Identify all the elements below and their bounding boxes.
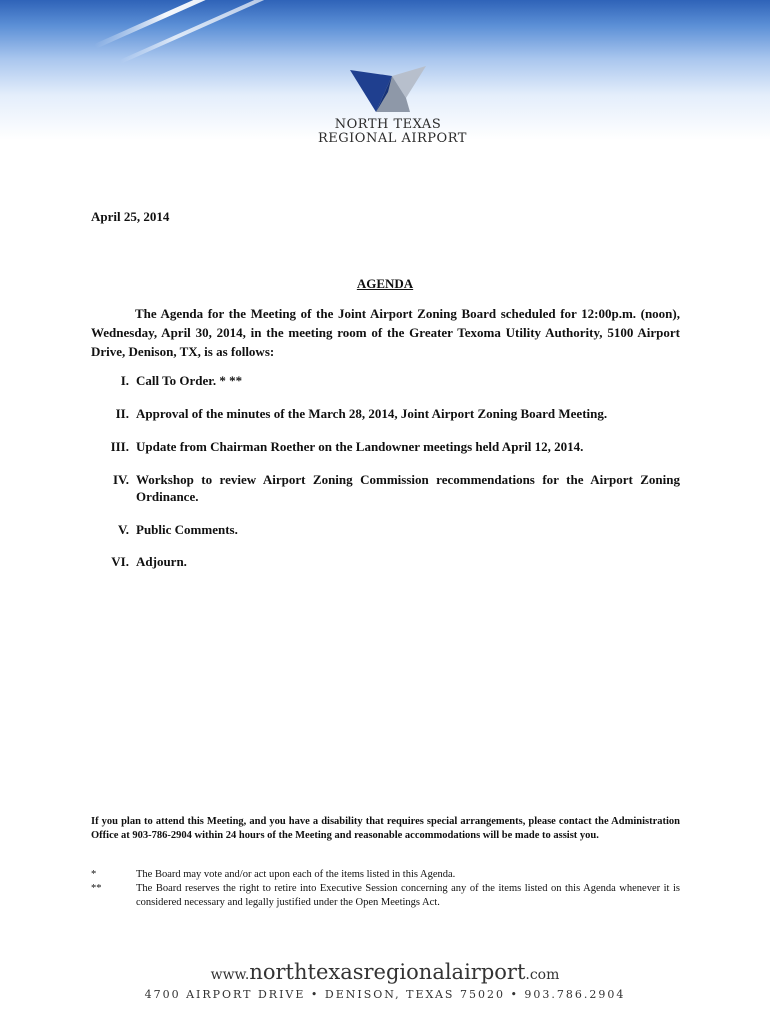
airport-logo [318,62,467,146]
logo-text-line1: NORTH TEXAS [334,117,442,132]
footnote-text: The Board may vote and/or act upon each of the items listed in this Agenda. [136,869,456,880]
agenda-item-text: Adjourn. [136,554,187,569]
footnote-text: The Board reserves the right to retire into Executive Session concerning any of the items listed on this Agenda whenever it is considered necessary and legally justified under the Open Meetings Act. [136,883,680,908]
website-suffix: .com [525,967,560,983]
agenda-item-number: I. [120,373,129,388]
footnote-mark: * [91,869,97,880]
agenda-item-text: Public Comments. [136,522,238,537]
website-prefix: www. [210,967,250,983]
star-logo-icon [348,62,428,114]
agenda-item-text: Approval of the minutes of the March 28, 2014, Joint Airport Zoning Board Meeting. [136,406,608,421]
document-date: April 25, 2014 [91,209,170,224]
agenda-item-number: V. [118,522,129,537]
website-name: northtexasregionalairport [249,960,526,984]
address-footer: 4700 AIRPORT DRIVE • DENISON, TEXAS 75020 • 903.786.2904 [144,988,626,1001]
agenda-item-text: Update from Chairman Roether on the Landowner meetings held April 12, 2014. [136,439,584,454]
contrail-streak [94,0,297,49]
footnote-mark: ** [91,883,102,894]
logo-text-line2: REGIONAL AIRPORT [318,131,467,146]
contrail-streak [119,0,276,64]
website-footer [0,960,770,984]
agenda-item-text: Call To Order. * ** [136,373,243,388]
agenda-item-number: III. [110,439,129,454]
intro-paragraph: The Agenda for the Meeting of the Joint Airport Zoning Board scheduled for 12:00p.m. (noon), Wednesday, April 30, 2014, in the meeting room of the Greater Texoma Utility Authority, 5100 Airport Drive, Denison, TX, is as follows: [91,306,680,359]
agenda-item-number: IV. [112,472,129,487]
agenda-item-number: VI. [111,554,129,569]
accessibility-notice: If you plan to attend this Meeting, and you have a disability that requires special arrangements, please contact the Administration Office at 903-786-2904 within 24 hours of the Meeting and reasonable accommodations will be made to assist you. [91,816,680,841]
agenda-item-text: Workshop to review Airport Zoning Commission recommendations for the Airport Zoning Ordinance. [136,472,680,504]
agenda-heading: AGENDA [356,276,414,291]
agenda-item-number: II. [115,406,129,421]
